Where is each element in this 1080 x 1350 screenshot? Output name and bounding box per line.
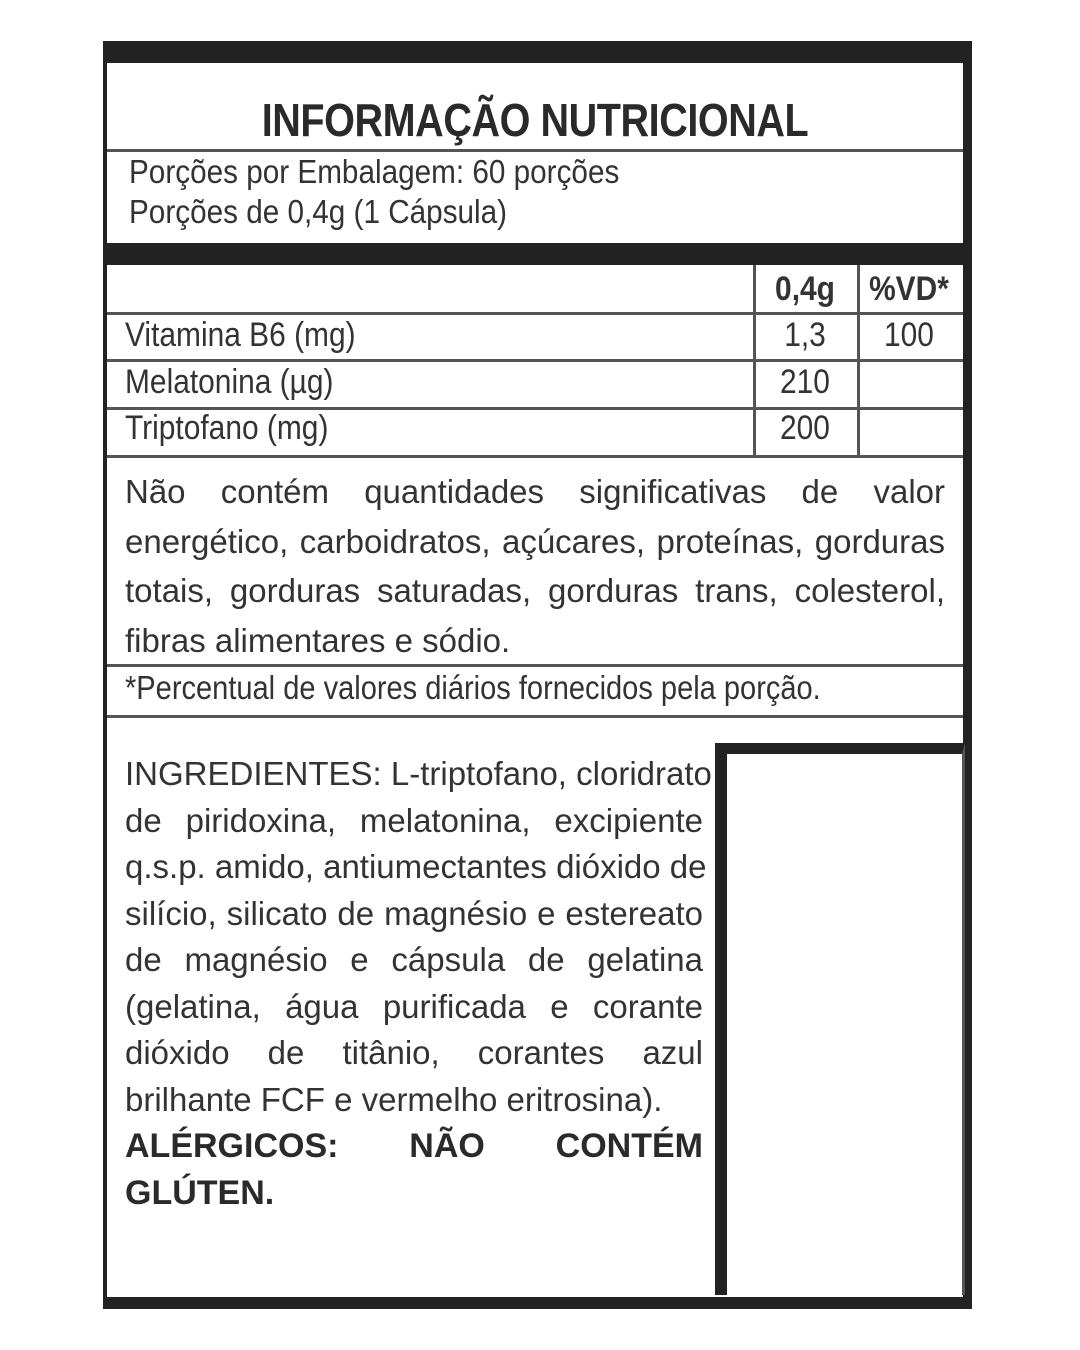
dv-header: %VD* [869,270,949,308]
nutrient-amount: 200 [780,409,830,447]
divider [107,715,963,718]
ingredients-line: (gelatina, água purificada e corante [125,987,703,1025]
nutrient-amount: 1,3 [784,316,826,354]
statement-line: fibras alimentares e sódio. [125,621,511,659]
statement-line: energético, carboidratos, açúcares, proteínas, gorduras [125,522,945,560]
ingredients-line: de magnésio e cápsula de gelatina [125,941,703,978]
ingredients-line: dióxido de titânio, corantes azul [125,1034,703,1071]
ingredients-line: silício, silicato de magnésio e estereato [125,894,703,932]
allergen-warning-continued [125,1170,703,1217]
allergen-word: GLÚTEN. [125,1173,275,1212]
not-significant-statement [125,467,945,665]
divider [107,359,963,362]
nutrient-amount: 210 [780,363,830,401]
nutrient-name: Triptofano (mg) [125,409,329,447]
amount-header: 0,4g [775,270,835,308]
allergen-warning [125,1123,703,1170]
divider [107,312,963,315]
thick-divider [107,243,963,265]
ingredients-line: brilhante FCF e vermelho eritrosina). [125,1080,663,1118]
divider [107,149,963,152]
servings-per-package: Porções por Embalagem: 60 porções [129,153,620,190]
allergen-word: CONTÉM [555,1127,703,1165]
statement-line: totais, gorduras saturadas, gorduras trans, colesterol, [125,572,945,609]
label-title: INFORMAÇÃO NUTRICIONAL [261,94,809,146]
divider [107,455,963,458]
ingredients-line: q.s.p. amido, antiumectantes dióxido de [125,848,707,885]
nutrient-name: Melatonina (µg) [125,363,334,401]
ingredients-line: de piridoxina, melatonina, excipiente [125,801,703,839]
serving-size: Porções de 0,4g (1 Cápsula) [129,193,508,230]
nutrient-dv: 100 [884,316,934,354]
blank-info-box [715,743,965,1295]
ingredients-line: INGREDIENTES: L-triptofano, cloridrato [125,755,712,792]
allergen-word: NÃO [409,1127,485,1165]
statement-line: Não contém quantidades significativas de valor [125,473,945,510]
nutrition-label [103,41,972,1309]
nutrient-name: Vitamina B6 (mg) [125,316,356,354]
allergen-word: ALÉRGICOS: [125,1127,339,1165]
ingredients [125,751,712,1216]
divider [107,664,963,667]
dv-footnote: *Percentual de valores diários fornecidos pela porção. [125,669,821,706]
